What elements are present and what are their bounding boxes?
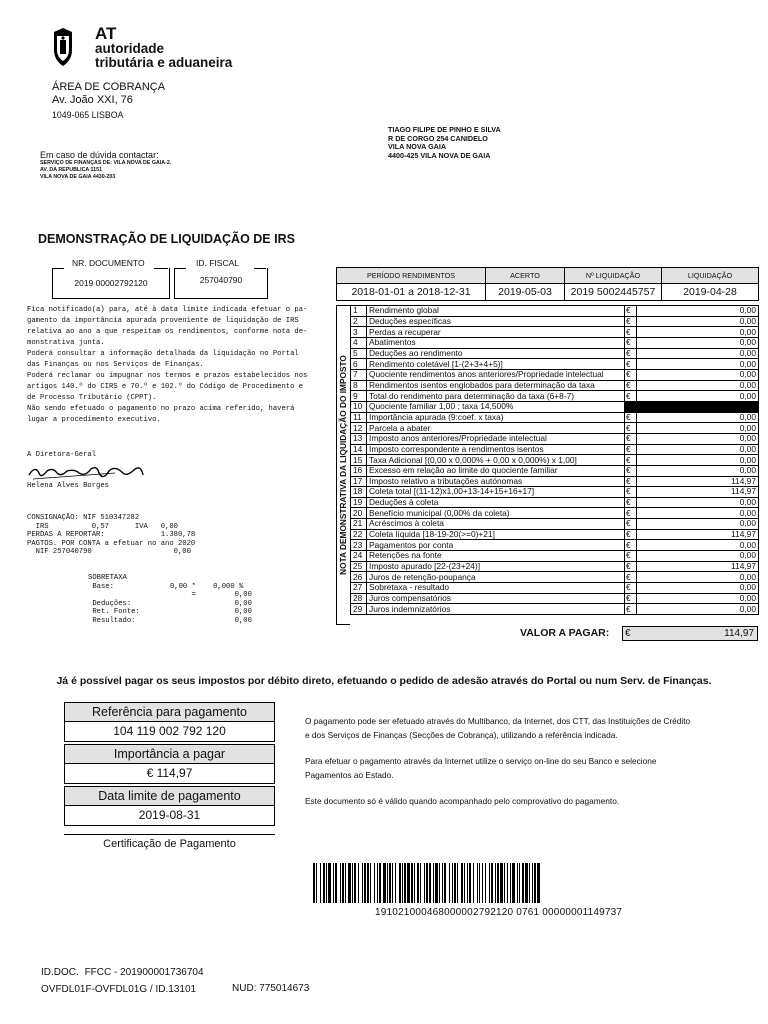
liquidation-row (351, 316, 759, 327)
line-number: 21 (351, 519, 367, 530)
line-value: 0,00 (637, 337, 759, 348)
line-value: 0,00 (637, 316, 759, 327)
liquidation-row (351, 433, 759, 444)
line-label: Deduções específicas (367, 316, 625, 327)
line-number: 26 (351, 572, 367, 583)
footer-ovf: OVFDL01F-OVFDL01G / ID.13101 (41, 984, 197, 995)
liquidation-number-header: Nº LIQUIDAÇÃO (565, 268, 662, 284)
liquidation-date-value: 2019-04-28 (662, 284, 759, 301)
line-value: 0,00 (637, 359, 759, 370)
pay-info-p2a: Para efetuar o pagamento através da Internet utilize o serviço on-line do seu Banco e selecione (305, 756, 657, 766)
amount-due-box (622, 626, 758, 641)
amount-due-value: 114,97 (724, 628, 754, 639)
line-number: 16 (351, 465, 367, 476)
line-number: 14 (351, 444, 367, 455)
line-number: 2 (351, 316, 367, 327)
liquidation-row (351, 593, 759, 604)
line-value: 0,00 (637, 380, 759, 391)
line-label: Imposto apurado [22-(23+24)] (367, 561, 625, 572)
info-line: Poderá consultar a informação detalhada da liquidação no Portal (27, 350, 299, 358)
recipient-city: VILA NOVA GAIA (388, 142, 447, 151)
line-label: Imposto anos anteriores/Propriedade intelectual (367, 433, 625, 444)
line-value: 0,00 (637, 455, 759, 466)
payment-certification: Certificação de Pagamento (64, 834, 275, 850)
pay-info-p3: Este documento só é válido quando acompanhado pelo comprovativo do pagamento. (305, 796, 620, 806)
liquidation-row (351, 572, 759, 583)
liquidation-row (351, 337, 759, 348)
line-label: Imposto correspondente a rendimentos isentos (367, 444, 625, 455)
liquidation-number-value: 2019 5002445757 (565, 284, 662, 301)
info-line: de Processo Tributário (CPPT). (27, 394, 157, 402)
line-value: 114,97 (637, 487, 759, 498)
liquidation-table (350, 305, 759, 615)
liquidation-row (351, 444, 759, 455)
line-label: Taxa Adicional [(0,00 x 0,000% + 0,00 x 0,000%) x 1,00] (367, 455, 625, 466)
line-label: Retenções na fonte (367, 551, 625, 562)
line-value: 0,00 (637, 551, 759, 562)
amount-due-currency: € (625, 628, 631, 639)
cons-line: IRS 0,57 IVA 0,00 (27, 522, 178, 531)
line-label: Rendimento coletável [1-(2+3+4+5)] (367, 359, 625, 370)
line-number: 12 (351, 423, 367, 434)
line-number: 25 (351, 561, 367, 572)
line-label: Sobretaxa - resultado (367, 583, 625, 594)
line-currency: € (625, 380, 637, 391)
sobretaxa-line: SOBRETAXA (88, 574, 127, 582)
contact-heading: Em caso de dúvida contactar: (40, 150, 159, 160)
line-number: 24 (351, 551, 367, 562)
liquidation-row (351, 306, 759, 317)
line-number: 29 (351, 604, 367, 615)
line-value: 0,00 (637, 572, 759, 583)
line-currency: € (625, 604, 637, 615)
at-emblem-icon (52, 26, 74, 68)
notification-text (27, 305, 331, 426)
line-currency: € (625, 359, 637, 370)
area-line2: Av. João XXI, 76 (52, 94, 133, 106)
liquidation-row (351, 465, 759, 476)
line-label: Total do rendimento para determinação da taxa (6+8-7) (367, 391, 625, 402)
line-label: Abatimentos (367, 337, 625, 348)
line-label: Juros indemnizatórios (367, 604, 625, 615)
line-value: 0,00 (637, 348, 759, 359)
liquidation-row (351, 604, 759, 615)
line-value: 0,00 (637, 433, 759, 444)
area-line3: 1049-065 LISBOA (52, 110, 124, 120)
info-line: lugar a procedimento executivo. (27, 416, 161, 424)
logo-line1: autoridade (95, 41, 165, 56)
line-currency: € (625, 348, 637, 359)
liquidation-row (351, 327, 759, 338)
line-currency: € (625, 497, 637, 508)
line-value: 0,00 (637, 604, 759, 615)
line-number: 18 (351, 487, 367, 498)
liquidation-row (351, 519, 759, 530)
adjustment-value: 2019-05-03 (486, 284, 565, 301)
line-number: 7 (351, 369, 367, 380)
adjustment-header: ACERTO (486, 268, 565, 284)
cons-line: PERDAS A REPORTAR: 1.380,78 (27, 531, 196, 539)
info-line: artigos 140.º do CIRS e 70.º e 102.º do Código de Procedimento e (27, 383, 304, 391)
line-currency: € (625, 583, 637, 594)
line-label: Excesso em relação ao limite do quociente familiar (367, 465, 625, 476)
director-title: A Diretora-Geral (27, 451, 97, 459)
fiscal-id-label: ID. FISCAL (196, 258, 239, 268)
side-label: NOTA DEMONSTRATIVA DA LIQUIDAÇÃO DO IMPOSTO (338, 355, 348, 575)
doc-number-label: NR. DOCUMENTO (72, 258, 145, 268)
line-currency: € (625, 529, 637, 540)
liquidation-row (351, 540, 759, 551)
liquidation-row (351, 487, 759, 498)
line-label: Deduções à coleta (367, 497, 625, 508)
line-value: 0,00 (637, 583, 759, 594)
line-label: Juros compensatórios (367, 593, 625, 604)
line-currency: € (625, 593, 637, 604)
document-title: DEMONSTRAÇÃO DE LIQUIDAÇÃO DE IRS (38, 232, 295, 246)
line-number: 19 (351, 497, 367, 508)
cons-line: NIF 257040790 0,00 (27, 548, 191, 556)
line-number: 9 (351, 391, 367, 402)
line-value: 114,97 (637, 529, 759, 540)
iddoc-label: ID.DOC. (41, 967, 79, 978)
line-value: 0,00 (637, 540, 759, 551)
line-number: 27 (351, 583, 367, 594)
amount-due-label: VALOR A PAGAR: (520, 627, 610, 639)
line-value: 0,00 (637, 327, 759, 338)
line-currency: € (625, 391, 637, 402)
liquidation-row (351, 455, 759, 466)
line-label: Parcela a abater (367, 423, 625, 434)
recipient-name: TIAGO FILIPE DE PINHO E SILVA (388, 125, 501, 134)
period-header: PERÍODO RENDIMENTOS (337, 268, 486, 284)
line-currency: € (625, 327, 637, 338)
payment-info (305, 714, 760, 808)
line-label: Quociente familiar 1,00 ; taxa 14,500% (367, 401, 625, 412)
line-currency: € (625, 476, 637, 487)
contact-line3: VILA NOVA DE GAIA 4430-203 (40, 174, 116, 180)
line-label: Imposto relativo a tributações autónomas (367, 476, 625, 487)
barcode-icon (313, 863, 715, 903)
liquidation-row (351, 497, 759, 508)
logo-at: AT (95, 24, 117, 43)
director-name: Helena Alves Borges (27, 482, 109, 490)
amount-label: Importância a pagar (64, 744, 275, 764)
line-value: 0,00 (637, 391, 759, 402)
line-number: 1 (351, 306, 367, 317)
liquidation-row (351, 401, 759, 412)
info-line: das Finanças ou nos Serviços de Finanças. (27, 361, 204, 369)
line-value: 0,00 (637, 465, 759, 476)
line-number: 17 (351, 476, 367, 487)
line-number: 6 (351, 359, 367, 370)
sobretaxa-block (88, 574, 252, 625)
line-label: Juros de retenção-poupança (367, 572, 625, 583)
line-label: Quociente rendimentos anos anteriores/Propriedade intelectual (367, 369, 625, 380)
line-value: 114,97 (637, 561, 759, 572)
sobretaxa-line: Ret. Fonte: 0,00 (88, 608, 252, 616)
line-currency: € (625, 316, 637, 327)
line-currency: € (625, 508, 637, 519)
liquidation-row (351, 529, 759, 540)
line-label: Rendimento global (367, 306, 625, 317)
line-value: 0,00 (637, 444, 759, 455)
pay-info-p2b: Pagamentos ao Estado. (305, 770, 394, 780)
footer-nud: NUD: 775014673 (232, 983, 310, 994)
line-value: 0,00 (637, 369, 759, 380)
line-label: Acréscimos à coleta (367, 519, 625, 530)
line-value: 114,97 (637, 476, 759, 487)
liquidation-row (351, 380, 759, 391)
line-label: Coleta líquida [18-19-20(>=0)+21] (367, 529, 625, 540)
line-currency: € (625, 337, 637, 348)
liquidation-row (351, 359, 759, 370)
sobretaxa-line: = 0,00 (88, 591, 252, 599)
line-number: 4 (351, 337, 367, 348)
period-value: 2018-01-01 a 2018-12-31 (337, 284, 486, 301)
due-date-value: 2019-08-31 (64, 806, 275, 826)
info-line: Poderá reclamar ou impugnar nos termos e prazos estabelecidos nos (27, 372, 308, 380)
line-label: Benefício municipal (0,00% da coleta) (367, 508, 625, 519)
info-line: monstrativa junta. (27, 339, 105, 347)
line-number: 13 (351, 433, 367, 444)
line-number: 28 (351, 593, 367, 604)
fiscal-id-value: 257040790 (174, 268, 268, 299)
iddoc-value: FFCC - 201900001736704 (84, 967, 204, 978)
consignacao-block (27, 514, 195, 557)
liquidation-row (351, 391, 759, 402)
payment-panel (64, 702, 275, 850)
amount-value: € 114,97 (64, 764, 275, 784)
liquidation-row (351, 551, 759, 562)
sobretaxa-line: Deduções: 0,00 (88, 599, 252, 608)
line-label: Pagamentos por conta (367, 540, 625, 551)
doc-number-value: 2019 00002792120 (52, 268, 170, 299)
line-currency: € (625, 433, 637, 444)
line-number: 10 (351, 401, 367, 412)
cons-line: CONSIGNAÇÃO: NIF 510347282 (27, 514, 140, 522)
line-number: 22 (351, 529, 367, 540)
line-number: 20 (351, 508, 367, 519)
line-currency (625, 401, 759, 412)
info-line: gamento da importância apurada proveniente de liquidação de IRS (27, 317, 299, 325)
direct-debit-notice: Já é possível pagar os seus impostos por débito direto, efetuando o pedido de adesão através do Portal ou num Serv. de Finanças. (56, 675, 712, 687)
liquidation-date-header: LIQUIDAÇÃO (662, 268, 759, 284)
reference-label: Referência para pagamento (64, 702, 275, 722)
line-currency: € (625, 540, 637, 551)
recipient-street: R DE CORGO 254 CANIDELO (388, 133, 488, 143)
line-value: 0,00 (637, 412, 759, 423)
area-line1: ÁREA DE COBRANÇA (52, 81, 166, 93)
line-currency: € (625, 551, 637, 562)
info-line: Fica notificado(a) para, até à data limite indicada efetuar o pa- (27, 306, 308, 314)
line-number: 5 (351, 348, 367, 359)
line-number: 3 (351, 327, 367, 338)
line-currency: € (625, 487, 637, 498)
line-number: 11 (351, 412, 367, 423)
line-value: 0,00 (637, 423, 759, 434)
liquidation-row (351, 348, 759, 359)
info-line: relativa ao ano a que respeitam os rendimentos, conforme nota de- (27, 328, 308, 336)
line-currency: € (625, 423, 637, 434)
cons-line: PAGTOS. POR CONTA a efetuar no ano 2020 (27, 539, 196, 548)
contact-line1: SERVIÇO DE FINANÇAS DE: VILA NOVA DE GAIA-2. (40, 160, 172, 166)
line-currency: € (625, 306, 637, 317)
reference-value: 104 119 002 792 120 (64, 722, 275, 742)
sobretaxa-line: Base: 0,00 * 0,000 % (88, 582, 244, 591)
info-line: Não sendo efetuado o pagamento no prazo acima referido, haverá (27, 405, 295, 413)
barcode-number: 191021000468000002792120 0761 00000001149737 (375, 907, 623, 918)
due-date-label: Data limite de pagamento (64, 786, 275, 806)
line-currency: € (625, 444, 637, 455)
pay-info-p1b: e dos Serviços de Finanças (Secções de Cobrança), utilizando a referência indicada. (305, 730, 618, 740)
line-currency: € (625, 369, 637, 380)
line-value: 0,00 (637, 519, 759, 530)
line-label: Perdas a recuperar (367, 327, 625, 338)
period-table (336, 267, 759, 301)
line-value: 0,00 (637, 306, 759, 317)
line-value: 0,00 (637, 508, 759, 519)
line-label: Importância apurada (9:coef. x taxa) (367, 412, 625, 423)
footer-iddoc (41, 967, 204, 978)
liquidation-row (351, 369, 759, 380)
line-number: 15 (351, 455, 367, 466)
recipient-postal: 4400-425 VILA NOVA DE GAIA (388, 150, 491, 160)
liquidation-row (351, 476, 759, 487)
liquidation-row (351, 423, 759, 434)
contact-line2: AV. DA REPUBLICA 1151 (40, 167, 103, 173)
line-label: Coleta total [(11-12)x1,00+13-14+15+16+17] (367, 487, 625, 498)
liquidation-row (351, 583, 759, 594)
logo-line2: tributária e aduaneira (95, 55, 233, 70)
liquidation-row (351, 561, 759, 572)
line-value: 0,00 (637, 497, 759, 508)
pay-info-p1a: O pagamento pode ser efetuado através do Multibanco, da Internet, dos CTT, das Instituições de Crédito (305, 716, 691, 726)
line-number: 23 (351, 540, 367, 551)
sobretaxa-line: Resultado: 0,00 (88, 616, 252, 625)
line-currency: € (625, 465, 637, 476)
recipient-address (388, 126, 501, 160)
line-currency: € (625, 561, 637, 572)
line-currency: € (625, 572, 637, 583)
line-label: Rendimentos isentos englobados para determinação da taxa (367, 380, 625, 391)
line-value: 0,00 (637, 593, 759, 604)
line-currency: € (625, 412, 637, 423)
liquidation-row (351, 412, 759, 423)
line-currency: € (625, 455, 637, 466)
line-currency: € (625, 519, 637, 530)
line-number: 8 (351, 380, 367, 391)
line-label: Deduções ao rendimento (367, 348, 625, 359)
liquidation-row (351, 508, 759, 519)
collection-area (52, 81, 165, 122)
